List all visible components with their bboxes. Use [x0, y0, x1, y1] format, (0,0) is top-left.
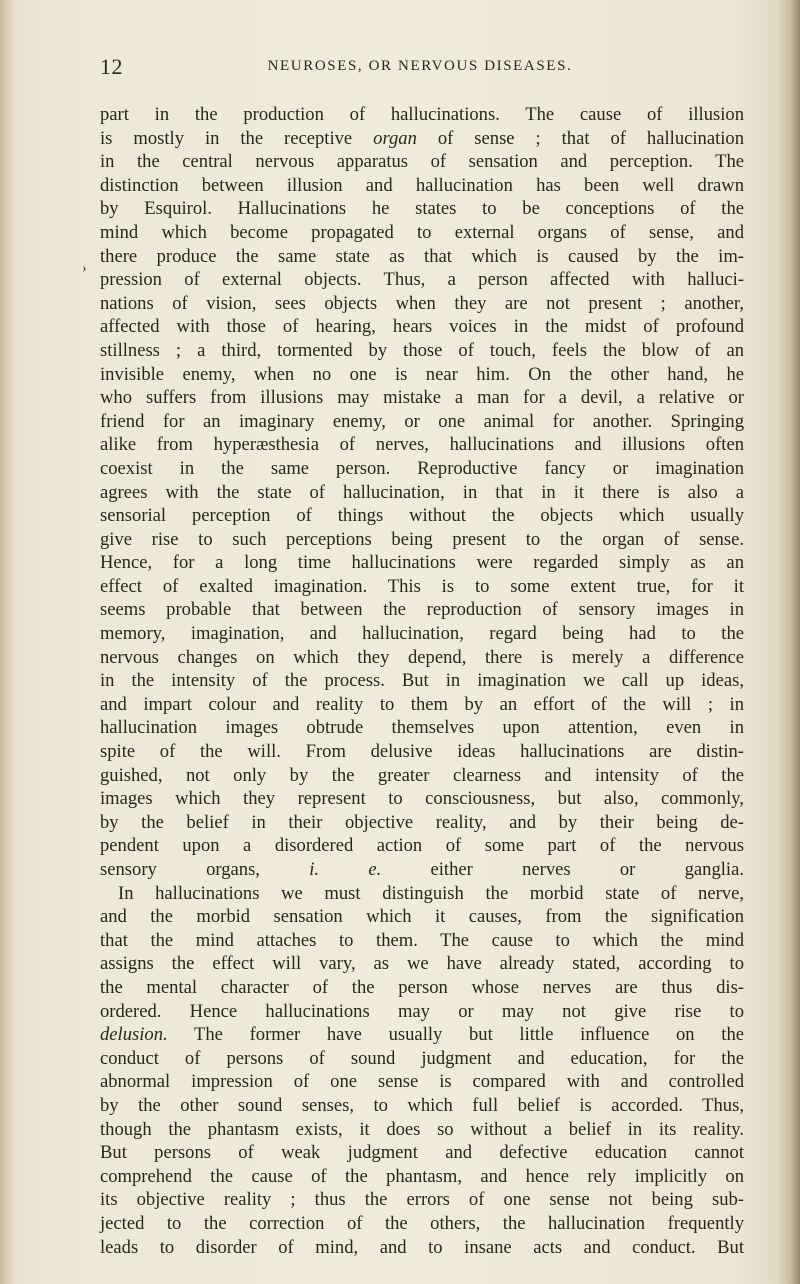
text-segment: sensory organs,: [100, 859, 310, 880]
text-line: [100, 646, 744, 670]
text-line: [100, 551, 744, 575]
text-segment: either nerves or ganglia.: [381, 859, 744, 880]
text-segment: seems probable that between the reproduction of sensory images in: [100, 599, 744, 621]
text-line: [100, 952, 744, 976]
text-segment: But persons of weak judgment and defective education cannot: [100, 1142, 744, 1164]
text-segment: its objective reality ; thus the errors of one sense not being sub-: [100, 1189, 744, 1211]
text-line: [100, 669, 744, 693]
text-segment: jected to the correction of the others, the hallucination frequently: [100, 1212, 744, 1234]
text-segment: give rise to such perceptions being present to the organ of sense.: [100, 528, 744, 550]
text-segment: part in the production of hallucinations. The cause of illusion: [100, 104, 744, 125]
text-line: [100, 905, 744, 929]
page-edge-shadow: [778, 0, 800, 1284]
page-binding-shadow: [0, 0, 14, 1284]
text-segment: in the central nervous apparatus of sensation and perception. The: [100, 151, 744, 173]
text-segment: that the mind attaches to them. The cause to which the mind: [100, 929, 744, 951]
page-header: [100, 54, 740, 86]
text-segment: The former have usually but little influence on the: [167, 1024, 744, 1046]
text-segment: conduct of persons of sound judgment and education, for the: [100, 1047, 744, 1069]
text-segment: effect of exalted imagination. This is to some extent true, for it: [100, 575, 744, 597]
text-line: [100, 103, 744, 127]
text-line: [100, 1023, 744, 1047]
text-line: [100, 1118, 744, 1142]
text-line: [100, 386, 744, 410]
text-segment: though the phantasm exists, it does so without a belief in its reality.: [100, 1118, 744, 1140]
text-segment: assigns the effect will vary, as we have already stated, according to: [100, 953, 744, 975]
text-line: [100, 292, 744, 316]
text-line: [100, 481, 744, 505]
text-line: [100, 740, 744, 764]
text-line: [100, 976, 744, 1000]
text-segment: nations of vision, sees objects when they are not present ; another,: [100, 292, 744, 314]
text-segment: stillness ; a third, tormented by those of touch, feels the blow of an: [100, 339, 744, 361]
text-line: [100, 504, 744, 528]
text-segment: spite of the will. From delusive ideas hallucinations are distin-: [100, 741, 744, 763]
text-segment: comprehend the cause of the phantasm, and hence rely implicitly on: [100, 1165, 744, 1187]
text-line: [100, 339, 744, 363]
text-segment: in the intensity of the process. But in imagination we call up ideas,: [100, 670, 744, 692]
text-segment: In hallucinations we must distinguish the morbid state of nerve,: [118, 882, 744, 904]
text-line: [100, 127, 744, 151]
text-line: [100, 575, 744, 599]
text-segment: of sense ; that of hallucination: [416, 127, 745, 149]
text-segment: who suffers from illusions may mistake a man for a devil, a relative or: [100, 387, 744, 409]
text-segment: friend for an imaginary enemy, or one animal for another. Springing: [100, 410, 744, 432]
text-segment: is mostly in the receptive: [100, 127, 374, 149]
text-line: [100, 1047, 744, 1071]
text-line: [100, 221, 744, 245]
text-line: [100, 716, 744, 740]
text-segment: pendent upon a disordered action of some part of the nervous: [100, 835, 744, 857]
text-segment: guished, not only by the greater clearness and intensity of the: [100, 764, 744, 786]
text-line: [100, 1165, 744, 1189]
margin-mark: ›: [82, 261, 87, 276]
text-segment: memory, imagination, and hallucination, regard being had to the: [100, 623, 744, 645]
text-line: [100, 929, 744, 953]
text-segment: by the other sound senses, to which full belief is accorded. Thus,: [100, 1094, 744, 1116]
text-line: [100, 858, 744, 882]
text-line: [100, 1094, 744, 1118]
text-line: [100, 1070, 744, 1094]
text-segment: hallucination images obtrude themselves upon attention, even in: [100, 717, 744, 739]
text-segment: leads to disorder of mind, and to insane acts and conduct. But: [100, 1236, 744, 1258]
text-segment: invisible enemy, when no one is near him. On the other hand, he: [100, 363, 744, 385]
text-line: [100, 764, 744, 788]
text-segment: pression of external objects. Thus, a person affected with halluci-: [100, 269, 744, 291]
running-title: NEUROSES, OR NERVOUS DISEASES.: [267, 58, 573, 74]
text-line: [100, 457, 744, 481]
text-line: [100, 598, 744, 622]
page-number: 12: [100, 54, 123, 79]
italic-text: organ: [373, 127, 417, 149]
text-segment: ordered. Hence hallucinations may or may not give rise to: [100, 1000, 744, 1022]
text-line: [100, 693, 744, 717]
italic-text: i. e.: [309, 859, 382, 880]
text-segment: agrees with the state of hallucination, in that in it there is also a: [100, 481, 744, 503]
text-line: [100, 150, 744, 174]
body-text: [100, 103, 744, 1259]
text-line: [100, 528, 744, 552]
text-line: [100, 1141, 744, 1165]
text-line: [100, 834, 744, 858]
text-line: [100, 410, 744, 434]
text-line: [100, 363, 744, 387]
text-line: [100, 622, 744, 646]
text-segment: affected with those of hearing, hears voices in the midst of profound: [100, 316, 744, 338]
text-segment: Hence, for a long time hallucinations were regarded simply as an: [100, 552, 744, 574]
text-segment: by Esquirol. Hallucinations he states to be conceptions of the: [100, 198, 744, 220]
text-segment: images which they represent to consciousness, but also, commonly,: [100, 788, 744, 810]
text-line: [100, 245, 744, 269]
text-segment: mind which become propagated to external organs of sense, and: [100, 221, 744, 243]
text-line: [100, 1000, 744, 1024]
text-line: [100, 811, 744, 835]
text-line: [100, 1236, 744, 1260]
text-line: [100, 433, 744, 457]
text-segment: abnormal impression of one sense is compared with and controlled: [100, 1071, 744, 1093]
text-line: [100, 174, 744, 198]
text-line: [100, 197, 744, 221]
text-segment: and the morbid sensation which it causes, from the signification: [100, 906, 744, 928]
text-line: [100, 1212, 744, 1236]
italic-text: delusion.: [100, 1024, 168, 1046]
text-segment: sensorial perception of things without the objects which usually: [100, 505, 744, 527]
text-segment: alike from hyperæsthesia of nerves, hallucinations and illusions often: [100, 434, 744, 456]
text-line: [100, 882, 744, 906]
text-line: [100, 268, 744, 292]
text-segment: the mental character of the person whose nerves are thus dis-: [100, 976, 744, 998]
text-segment: and impart colour and reality to them by an effort of the will ; in: [100, 693, 744, 715]
text-line: [100, 787, 744, 811]
text-segment: distinction between illusion and hallucination has been well drawn: [100, 174, 744, 196]
text-line: [100, 315, 744, 339]
text-segment: coexist in the same person. Reproductive fancy or imagination: [100, 457, 744, 479]
text-segment: nervous changes on which they depend, there is merely a difference: [100, 646, 744, 668]
text-segment: there produce the same state as that which is caused by the im-: [100, 245, 744, 267]
text-segment: by the belief in their objective reality, and by their being de-: [100, 811, 744, 833]
text-line: [100, 1188, 744, 1212]
